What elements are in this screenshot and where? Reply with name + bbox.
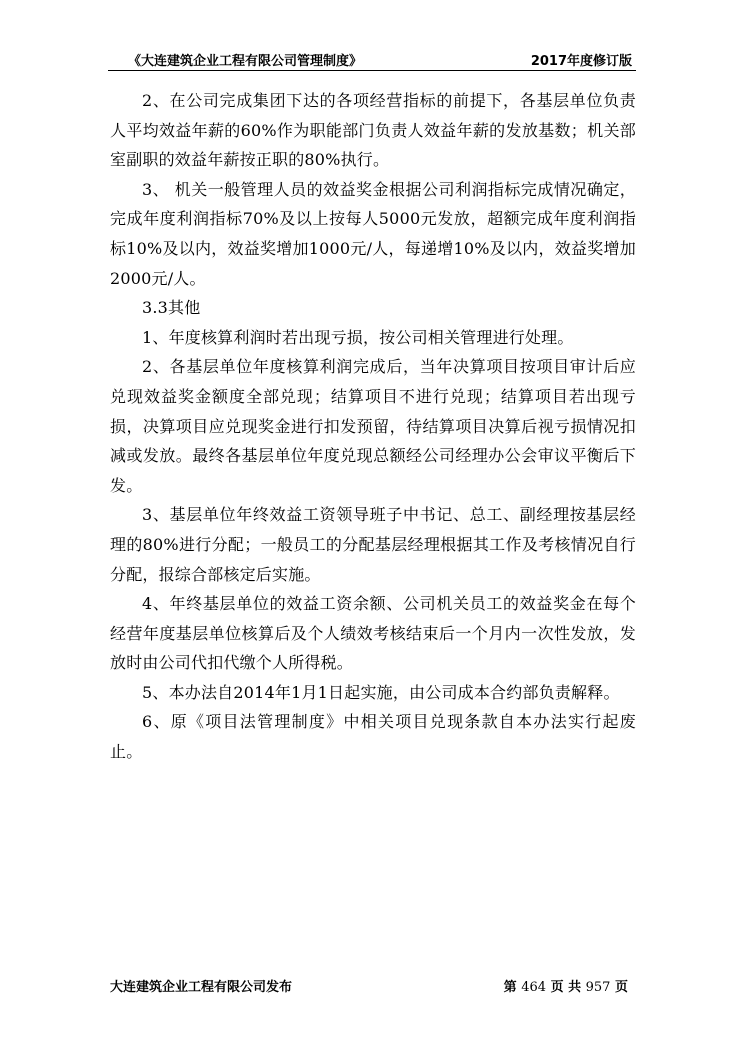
page-footer (110, 976, 636, 998)
paragraph-other-5: 5、本办法自2014年1月1日起实施，由公司成本合约部负责解释。 (142, 682, 620, 702)
paragraph-other-1: 1、年度核算利润时若出现亏损，按公司相关管理进行处理。 (142, 327, 574, 347)
document-title: 《大连建筑企业工程有限公司管理制度》 (128, 54, 363, 69)
paragraph-other-2: 2、各基层单位年度核算利润完成后，当年决算项目按项目审计后应兑现效益奖金额度全部兑现；结算项目不进行兑现；结算项目若出现亏损，决算项目应兑现奖金进行扣发预留，待结算项目决算后视亏损情况扣减或发放。最终各基层单位年度兑现总额经公司经理办公会审议平衡后下发。 (110, 357, 636, 495)
document-body (110, 86, 636, 767)
section-heading-other: 3.3其他 (142, 298, 201, 318)
page-prefix: 第 (503, 980, 517, 995)
paragraph-other-3: 3、基层单位年终效益工资领导班子中书记、总工、副经理按基层经理的80%进行分配；一般员工的分配基层经理根据其工作及考核情况自行分配，报综合部核定后实施。 (110, 505, 636, 584)
total-pages: 957 (585, 980, 611, 995)
paragraph-2-benefit-salary: 2、在公司完成集团下达的各项经营指标的前提下，各基层单位负责人平均效益年薪的60%作为职能部门负责人效益年薪的发放基数；机关部室副职的效益年薪按正职的80%执行。 (110, 91, 636, 170)
page-header (108, 48, 636, 71)
paragraph-3-bonus: 3、 机关一般管理人员的效益奖金根据公司利润指标完成情况确定，完成年度利润指标70%及以上按每人5000元发放，超额完成年度利润指标10%及以内，效益奖增加1000元/人，每递增10%及以内，效益奖增加2000元/人。 (110, 179, 636, 288)
publisher-label: 大连建筑企业工程有限公司发布 (110, 980, 293, 995)
paragraph-other-4: 4、年终基层单位的效益工资余额、公司机关员工的效益奖金在每个经营年度基层单位核算后及个人绩效考核结束后一个月内一次性发放，发放时由公司代扣代缴个人所得税。 (110, 594, 636, 673)
paragraph-other-6: 6、原《项目法管理制度》中相关项目兑现条款自本办法实行起废止。 (110, 712, 636, 762)
page-mid: 页 共 (550, 980, 582, 995)
current-page: 464 (521, 980, 547, 995)
page-suffix: 页 (614, 980, 628, 995)
edition-label: 2017年度修订版 (530, 54, 632, 69)
page-number (504, 976, 628, 995)
